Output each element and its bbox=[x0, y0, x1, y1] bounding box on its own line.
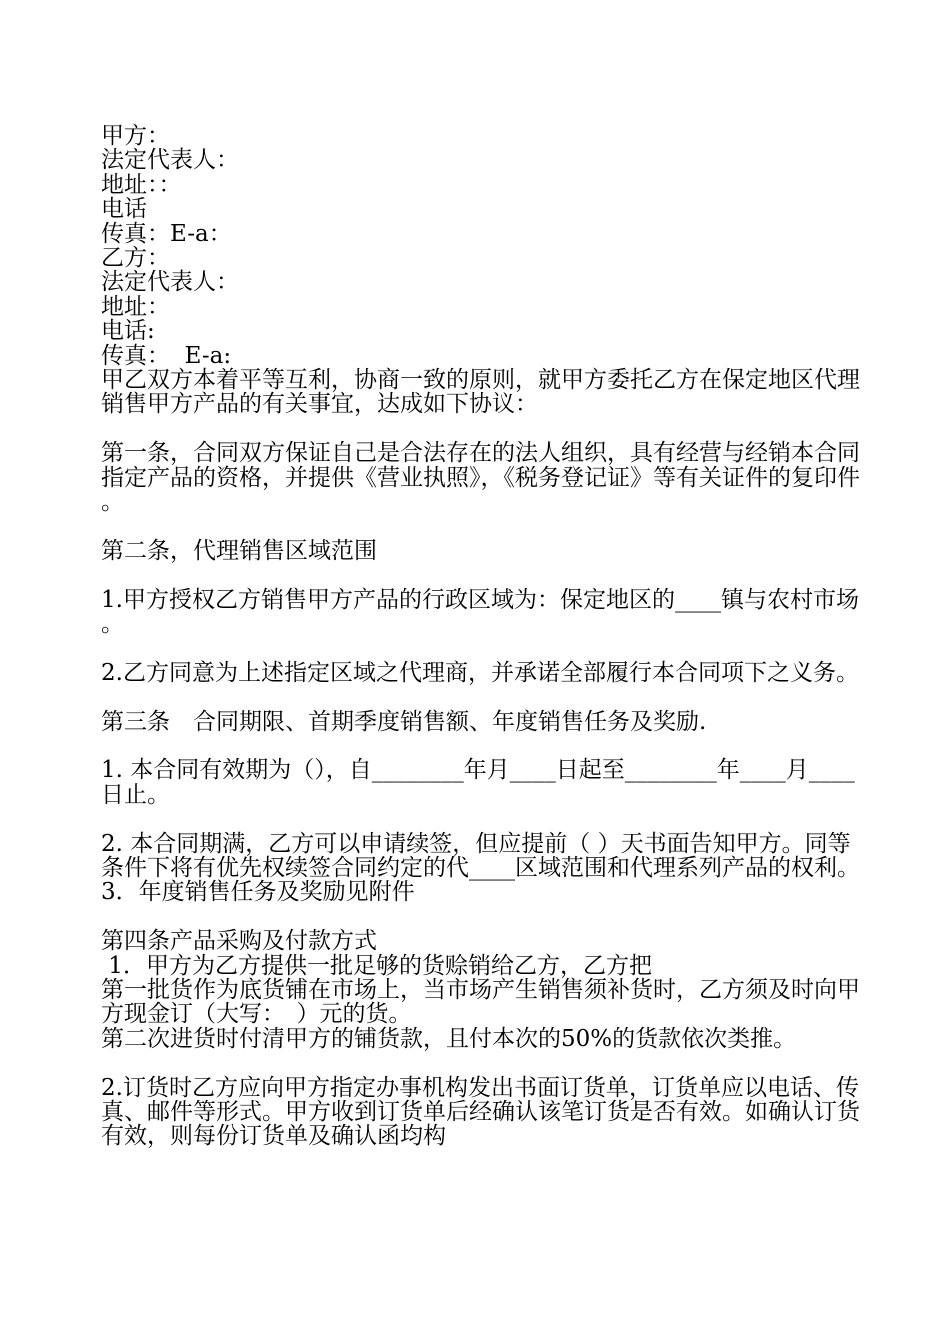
article-1: 第一条，合同双方保证自己是合法存在的法人组织，具有经营与经销本合同指定产品的资格，并提供《营业执照》，《税务登记证》等有关证件的复印件。 bbox=[101, 440, 860, 515]
article-2-item-2: 2.乙方同意为上述指定区域之代理商，并承诺全部履行本合同项下之义务。 bbox=[101, 659, 859, 686]
article-2-title: 第二条，代理销售区域范围 bbox=[101, 537, 377, 564]
party-a-phone-label: 电话 bbox=[101, 196, 147, 223]
article-4-item-2: 2.订货时乙方应向甲方指定办事机构发出书面订货单，订货单应以电话、传真、邮件等形式。甲方收到订货单后经确认该笔订货是否有效。如确认订货有效，则每份订货单及确认函均构 bbox=[101, 1074, 860, 1150]
contract-document bbox=[101, 124, 861, 1149]
preamble: 甲乙双方本着平等互利，协商一致的原则，就甲方委托乙方在保定地区代理销售甲方产品的有关事宜，达成如下协议： bbox=[101, 366, 860, 418]
party-a-name-label: 甲方： bbox=[101, 123, 170, 149]
article-4-item-1-line-2: 第一批货作为底货铺在市场上，当市场产生销售须补货时，乙方须及时向甲方现金订（大写： ）元的货。 bbox=[101, 976, 860, 1028]
article-3-item-2: 2. 本合同期满，乙方可以申请续签，但应提前（ ）天书面告知甲方。同等条件下将有优先权续签合同约定的代____区域范围和代理系列产品的权利。 bbox=[101, 830, 860, 881]
article-3-item-3: 3．年度销售任务及奖励见附件 bbox=[101, 879, 415, 906]
party-a-address-label: 地址：： bbox=[101, 171, 182, 198]
party-b-name-label: 乙方： bbox=[101, 244, 170, 271]
party-a-fax-email-label: 传真：E-a： bbox=[101, 220, 232, 247]
article-4-title: 第四条产品采购及付款方式 bbox=[101, 928, 377, 955]
article-3-title: 第三条 合同期限、首期季度销售额、年度销售任务及奖励. bbox=[101, 708, 707, 735]
article-4-item-1-line-3: 第二次进货时付清甲方的铺货款，且付本次的50%的货款依次类推。 bbox=[101, 1025, 797, 1052]
party-b-rep-label: 法定代表人： bbox=[101, 269, 239, 296]
party-b-address-label: 地址： bbox=[101, 293, 170, 320]
article-2-item-1: 1.甲方授权乙方销售甲方产品的行政区域为：保定地区的____镇与农村市场。 bbox=[101, 586, 859, 637]
article-3-item-1: 1. 本合同有效期为（），自________年月____日起至________年____月____日止。 bbox=[101, 757, 855, 808]
article-4-item-1-line-1: 1．甲方为乙方提供一批足够的货赊销给乙方，乙方把 bbox=[101, 952, 652, 979]
party-b-phone-label: 电话: bbox=[101, 318, 155, 345]
party-a-rep-label: 法定代表人： bbox=[101, 147, 239, 174]
party-b-fax-email-label: 传真： E-a: bbox=[101, 342, 232, 369]
